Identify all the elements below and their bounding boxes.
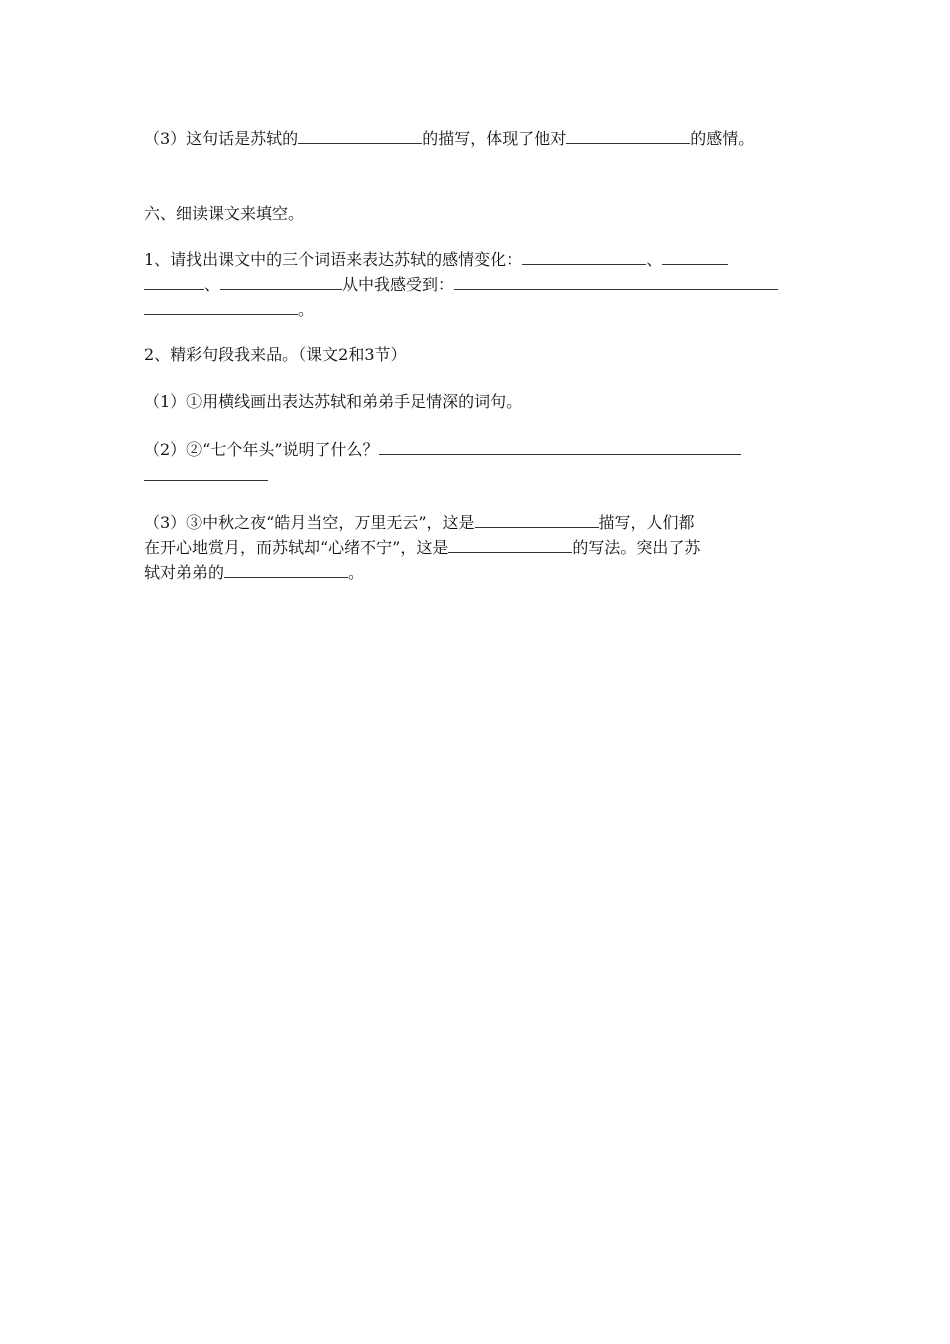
q1-feeling-blank-b[interactable]: [144, 299, 298, 315]
q1-blank-3[interactable]: [220, 274, 342, 290]
q1-sep-1: 、: [646, 250, 663, 269]
q1-line-3: [144, 299, 314, 321]
q2-sub-3-l1-prefix: （3）③中秋之夜“皓月当空，万里无云”，这是: [144, 513, 475, 532]
q2-sub-1: （1）①用横线画出表达苏轼和弟弟手足情深的词句。: [144, 392, 523, 411]
q2-sub-3-l3-suffix: 。: [348, 563, 365, 582]
q5-3-blank-1[interactable]: [298, 128, 422, 144]
q2-sub-2-prefix: （2）②“七个年头”说明了什么？: [144, 440, 379, 459]
q1-middle: 从中我感受到：: [342, 275, 455, 294]
q2-sub-3-blank-2[interactable]: [448, 537, 572, 553]
q1-blank-2b[interactable]: [144, 274, 204, 290]
q2-sub-3-line-3: [144, 562, 364, 584]
q1-line-1: [144, 249, 728, 271]
q5-3-line: [144, 128, 754, 150]
q2-sub-3-l3-prefix: 轼对弟弟的: [144, 563, 225, 582]
q1-end: 。: [298, 300, 315, 319]
q1-blank-1[interactable]: [522, 249, 646, 265]
q1-prefix: 1、请找出课文中的三个词语来表达苏轼的感情变化：: [144, 250, 523, 269]
q2-sub-3-line-1: [144, 512, 695, 534]
q2-sub-3-l2-suffix: 的写法。突出了苏: [572, 538, 701, 557]
q5-3-suffix: 的感情。: [690, 129, 755, 148]
q2-sub-3-line-2: [144, 537, 700, 559]
q1-sep-2: 、: [204, 275, 221, 294]
q1-feeling-blank-a[interactable]: [454, 274, 778, 290]
q2-sub-2-line-2: [144, 465, 268, 487]
q2-sub-2-blank-b[interactable]: [144, 465, 268, 481]
q5-3-middle: 的描写，体现了他对: [422, 129, 567, 148]
q2-title: 2、精彩句段我来品。（课文2和3节）: [144, 345, 407, 364]
q2-sub-2-line-1: [144, 439, 741, 461]
section-6-title: 六、细读课文来填空。: [144, 204, 305, 223]
q2-sub-3-l1-suffix: 描写，人们都: [598, 513, 695, 532]
q2-sub-2-blank-a[interactable]: [379, 439, 741, 455]
q2-sub-3-l2-prefix: 在开心地赏月，而苏轼却“心绪不宁”，这是: [144, 538, 449, 557]
q5-3-prefix: （3）这句话是苏轼的: [144, 129, 299, 148]
q2-sub-3-blank-1[interactable]: [475, 512, 599, 528]
q5-3-blank-2[interactable]: [566, 128, 690, 144]
q1-blank-2a[interactable]: [662, 249, 728, 265]
q2-sub-3-blank-3[interactable]: [224, 562, 348, 578]
q1-line-2: [144, 274, 778, 296]
